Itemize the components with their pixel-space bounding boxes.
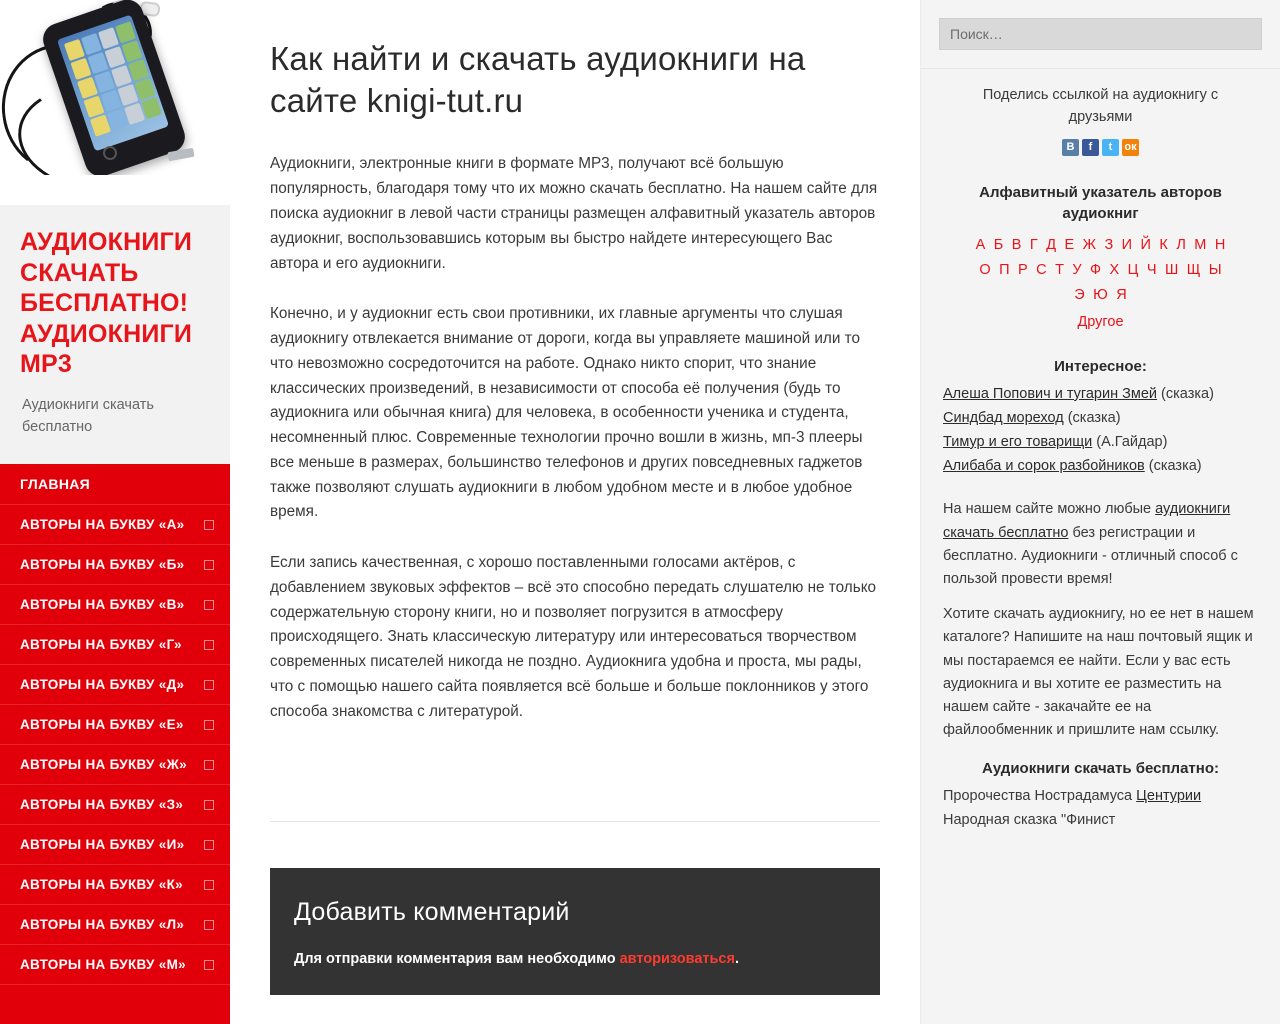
alpha-link-sch[interactable]: Щ — [1186, 261, 1201, 278]
interesting-widget — [921, 348, 1280, 485]
chevron-right-icon[interactable] — [204, 560, 214, 570]
alphabet-index-widget — [921, 170, 1280, 348]
site-description: Аудиокниги скачать бесплатно — [22, 396, 154, 435]
nav-item-label: АВТОРЫ НА БУКВУ «В» — [20, 597, 185, 613]
list-item — [943, 431, 1258, 454]
comment-login-note — [294, 951, 856, 967]
alpha-link-eh[interactable]: Э — [1074, 286, 1085, 303]
nav-item-label: АВТОРЫ НА БУКВУ «Д» — [20, 677, 185, 693]
nav-item-authors-v[interactable] — [0, 585, 230, 625]
search-widget — [921, 0, 1280, 69]
main-content — [230, 0, 920, 1024]
alpha-link-yu[interactable]: Ю — [1093, 286, 1108, 303]
list-item — [943, 383, 1258, 406]
alpha-link-i[interactable]: И — [1121, 237, 1133, 253]
page-title: Как найти и скачать аудиокниги на сайте knigi-tut.ru — [270, 40, 806, 120]
alpha-link-iy[interactable]: Й — [1140, 237, 1151, 253]
site-info-widget — [921, 484, 1280, 742]
nav-item-authors-zh[interactable] — [0, 745, 230, 785]
facebook-icon[interactable]: f — [1082, 139, 1099, 156]
nav-item-label: АВТОРЫ НА БУКВУ «Ж» — [20, 757, 187, 773]
add-comment-heading: Добавить комментарий — [294, 897, 570, 926]
alpha-link-other[interactable]: Другое — [1077, 314, 1124, 331]
nav-item-label: АВТОРЫ НА БУКВУ «М» — [20, 957, 186, 973]
alphabet-letter-list — [943, 233, 1258, 334]
left-sidebar — [0, 0, 230, 1024]
chevron-right-icon[interactable] — [204, 840, 214, 850]
chevron-right-icon[interactable] — [204, 680, 214, 690]
nav-item-authors-g[interactable] — [0, 625, 230, 665]
interesting-link[interactable]: Тимур и его товарищи — [943, 433, 1093, 450]
add-comment-panel — [270, 868, 880, 995]
nav-item-home[interactable] — [0, 464, 230, 505]
nav-item-authors-i[interactable] — [0, 825, 230, 865]
nav-item-label: АВТОРЫ НА БУКВУ «И» — [20, 837, 185, 853]
alpha-link-y[interactable]: Ы — [1208, 261, 1222, 278]
alpha-link-v[interactable]: В — [1011, 237, 1022, 253]
interesting-list — [943, 383, 1258, 478]
nav-item-authors-e[interactable] — [0, 705, 230, 745]
alpha-link-g[interactable]: Г — [1029, 237, 1038, 253]
chevron-right-icon[interactable] — [204, 960, 214, 970]
nav-item-label: АВТОРЫ НА БУКВУ «Б» — [20, 557, 185, 573]
article-paragraph: Если запись качественная, с хорошо поставленными голосами актёров, с добавлением звуковых эффектов – всё это способно передать слушателю не только содержательную сторону книги, но и позволяет погрузится в атмосферу происходящего. Знать классическую литературу или интересоваться творчеством современных писателей никогда не поздно. Аудиокнига удобна и проста, мы рады, что с помощью нашего сайта появляется всё больше и больше поклонников у этого способа знакомства с литературой. — [270, 554, 877, 720]
alpha-link-d[interactable]: Д — [1046, 237, 1057, 253]
chevron-right-icon[interactable] — [204, 880, 214, 890]
alpha-link-ch[interactable]: Ч — [1146, 261, 1157, 278]
alphabet-index-heading: Алфавитный указатель авторов аудиокниг — [979, 183, 1222, 223]
interesting-suffix: (сказка) — [1157, 385, 1214, 402]
chevron-right-icon[interactable] — [204, 520, 214, 530]
content-divider — [270, 821, 880, 822]
interesting-heading: Интересное: — [1054, 357, 1147, 375]
alpha-link-l[interactable]: Л — [1176, 237, 1186, 253]
alpha-link-z[interactable]: З — [1104, 237, 1114, 253]
right-sidebar — [920, 0, 1280, 1024]
comment-note-text: Для отправки комментария вам необходимо — [294, 950, 620, 967]
alpha-link-e[interactable]: Е — [1064, 237, 1075, 253]
nav-item-label: АВТОРЫ НА БУКВУ «К» — [20, 877, 183, 893]
alpha-link-f[interactable]: Ф — [1090, 261, 1102, 278]
header-image-phone-headphones — [0, 0, 230, 205]
bottom-item-text: Пророчества Нострадамуса — [943, 788, 1137, 805]
alpha-link-zh[interactable]: Ж — [1082, 237, 1096, 253]
chevron-right-icon[interactable] — [204, 800, 214, 810]
nav-item-label: АВТОРЫ НА БУКВУ «Е» — [20, 717, 184, 733]
nav-item-authors-b[interactable] — [0, 545, 230, 585]
interesting-link[interactable]: Синдбад мореход — [943, 409, 1064, 426]
image-base — [0, 175, 230, 205]
login-link[interactable]: авторизоваться — [619, 950, 735, 967]
alpha-link-n[interactable]: Н — [1214, 237, 1226, 253]
chevron-right-icon[interactable] — [204, 600, 214, 610]
article-body — [270, 152, 880, 724]
alpha-link-p[interactable]: П — [999, 261, 1010, 278]
share-text: Поделись ссылкой на аудиокнигу с друзьями — [982, 87, 1219, 125]
site-title[interactable]: АУДИОКНИГИ СКАЧАТЬ БЕСПЛАТНО! АУДИОКНИГИ MP3 — [20, 228, 193, 378]
article-paragraph: Конечно, и у аудиокниг есть свои противники, их главные аргументы что слушая аудиокнигу отвлекается внимание от дороги, когда вы управляете машиной или то что невозможно сосредоточится на работе. Однако никто спорит, что знание классических произведений, в независимости от способа её получения (будь то аудиокнига или обычная книга) для человека, в особенности ученика и студента, несомненный плюс. Современные технологии прочно вошли в жизнь, мп-3 плееры все меньше в размерах, большинство телефонов и других повседневных гаджетов также позволяют слушать аудиокниги в любом удобном месте и в любое удобное время. — [270, 305, 863, 521]
chevron-right-icon[interactable] — [204, 720, 214, 730]
interesting-suffix: (сказка) — [1144, 457, 1202, 474]
main-navigation — [0, 464, 230, 1024]
chevron-right-icon[interactable] — [204, 760, 214, 770]
alpha-link-c[interactable]: Ц — [1127, 261, 1139, 278]
nav-item-authors-l[interactable] — [0, 905, 230, 945]
alpha-link-o[interactable]: О — [979, 261, 991, 278]
odnoklassniki-icon[interactable]: ок — [1122, 139, 1139, 156]
comment-note-period: . — [734, 950, 739, 967]
nav-item-label: АВТОРЫ НА БУКВУ «Г» — [20, 637, 182, 653]
alpha-link-s[interactable]: С — [1036, 261, 1047, 278]
nav-item-authors-a[interactable] — [0, 505, 230, 545]
centurii-link[interactable]: Центурии — [1136, 788, 1202, 805]
share-icon-row — [951, 139, 1250, 156]
site-info-paragraph-1 — [943, 498, 1258, 591]
list-item — [943, 785, 1258, 808]
bottom-widget-list — [921, 783, 1280, 831]
nav-item-authors-k[interactable] — [0, 865, 230, 905]
nav-item-authors-m[interactable] — [0, 945, 230, 985]
interesting-link[interactable]: Алеша Попович и тугарин Змей — [943, 385, 1158, 402]
list-item — [943, 407, 1258, 430]
nav-item-label: АВТОРЫ НА БУКВУ «Л» — [20, 917, 185, 933]
chevron-right-icon[interactable] — [204, 640, 214, 650]
interesting-suffix: (сказка) — [1063, 409, 1121, 426]
article-paragraph: Аудиокниги, электронные книги в формате MP3, получают всё большую популярность, благодаря тому что их можно скачать бесплатно. На нашем сайте для поиска аудиокниг в левой части страницы размещен алфавитный указатель авторов аудиокниг, воспользовавшись которым вы быстро найдете интересующего Вас автора и его аудиокниги. — [270, 155, 878, 272]
alpha-link-h[interactable]: Х — [1109, 261, 1120, 278]
alpha-link-a[interactable]: А — [975, 237, 986, 253]
nav-item-authors-z[interactable] — [0, 785, 230, 825]
alpha-link-k[interactable]: К — [1159, 237, 1168, 253]
twitter-icon[interactable]: t — [1102, 139, 1119, 156]
info-text-before: На нашем сайте можно любые — [943, 501, 1156, 518]
nav-item-label: АВТОРЫ НА БУКВУ «А» — [20, 517, 185, 533]
nav-item-label: АВТОРЫ НА БУКВУ «З» — [20, 797, 184, 813]
alpha-link-sh[interactable]: Ш — [1164, 261, 1179, 278]
info-text-after: без регистрации и бесплатно. Аудиокниги - отличный способ с пользой провести время! — [943, 524, 1238, 588]
bottom-widget-heading: Аудиокниги скачать бесплатно: — [982, 760, 1219, 778]
list-item — [943, 809, 1258, 832]
download-audiobooks-link[interactable]: аудиокниги скачать бесплатно — [943, 501, 1231, 541]
alpha-link-r[interactable]: Р — [1018, 261, 1028, 278]
nav-item-authors-d[interactable] — [0, 665, 230, 705]
interesting-link[interactable]: Алибаба и сорок разбойников — [943, 457, 1145, 474]
alpha-link-m[interactable]: М — [1194, 237, 1207, 253]
alpha-link-u[interactable]: У — [1072, 261, 1082, 278]
nav-item-label: ГЛАВНАЯ — [20, 476, 91, 493]
alpha-link-t[interactable]: Т — [1055, 261, 1064, 278]
share-widget — [921, 69, 1280, 170]
list-item — [943, 455, 1258, 478]
interesting-suffix: (А.Гайдар) — [1092, 433, 1168, 450]
site-info-paragraph-2: Хотите скачать аудиокнигу, но ее нет в нашем каталоге? Напишите на наш почтовый ящик и мы постараемся ее найти. Если у вас есть аудиокнига и вы хотите ее разместить на нашем сайте - закачайте ее на файлообменник и пришлите нам ссылку. — [943, 606, 1254, 739]
bottom-item-text: Народная сказка "Финист — [943, 811, 1116, 828]
alpha-link-b[interactable]: Б — [993, 237, 1004, 253]
alpha-link-ya[interactable]: Я — [1116, 286, 1127, 303]
search-input[interactable] — [939, 18, 1262, 50]
vk-icon[interactable]: В — [1062, 139, 1079, 156]
chevron-right-icon[interactable] — [204, 920, 214, 930]
